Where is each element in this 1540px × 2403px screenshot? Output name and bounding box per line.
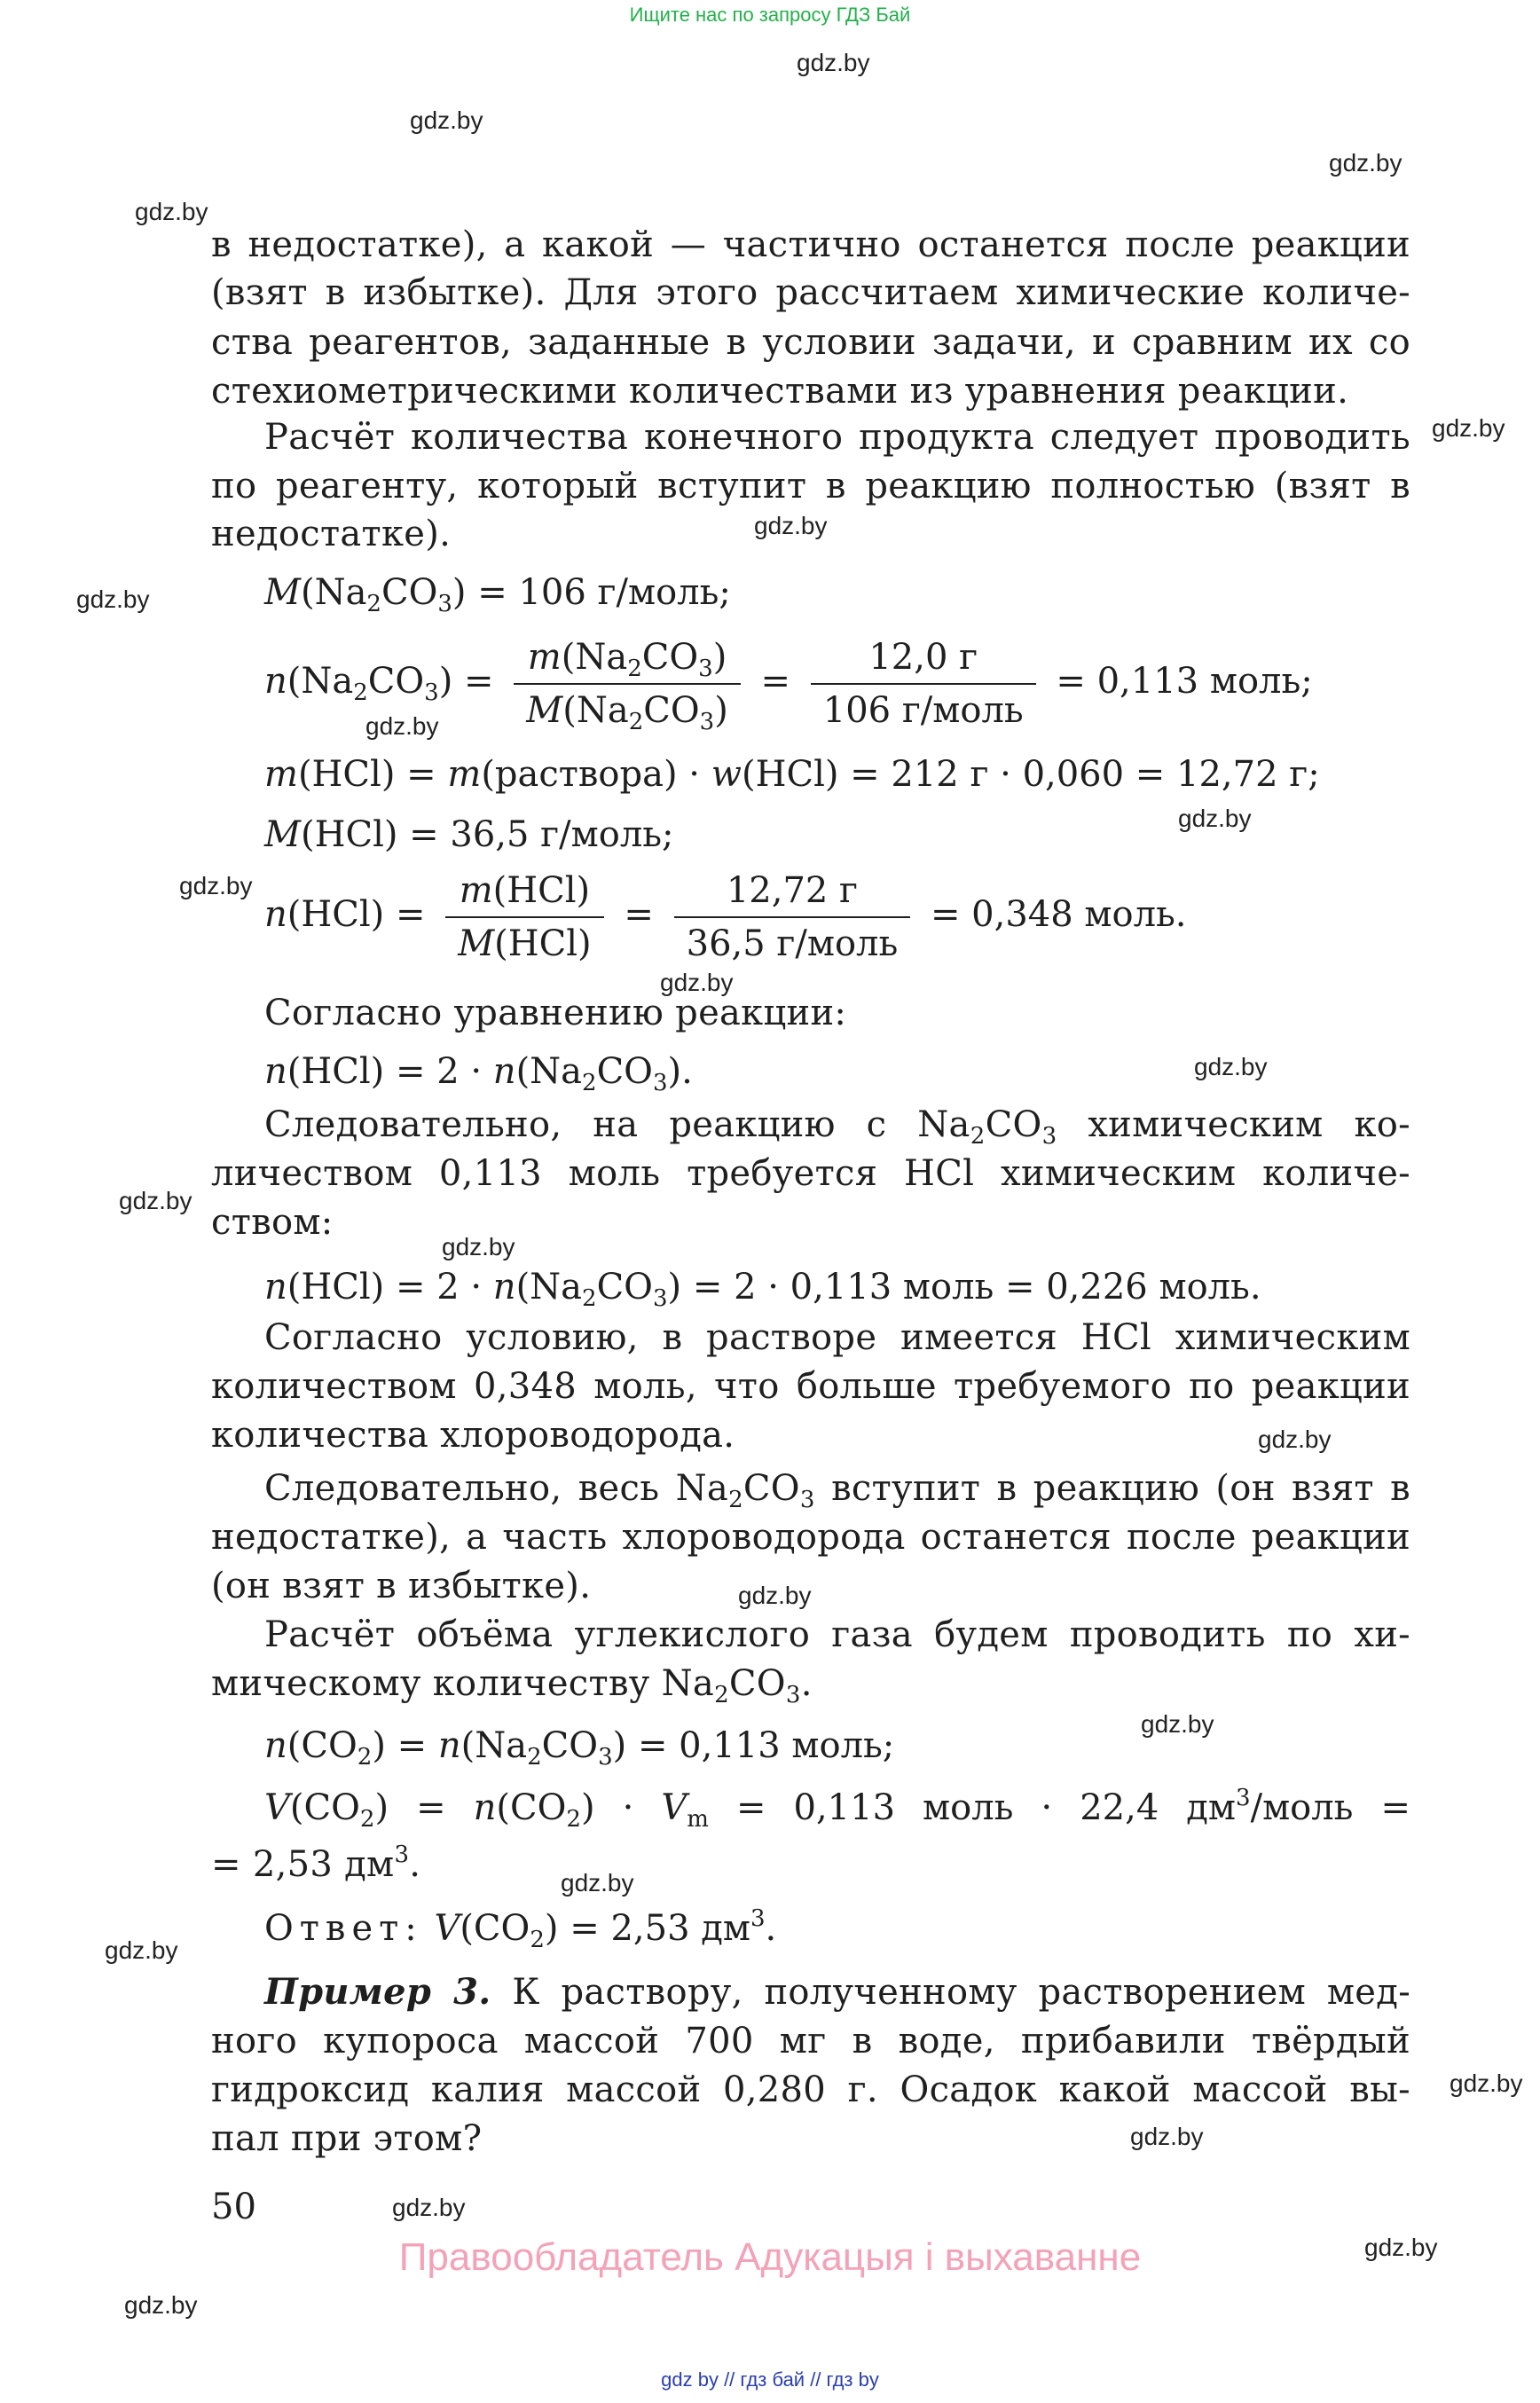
watermark: gdz.by	[1194, 1053, 1268, 1080]
equation-n-na2co3: $n(Na_2CO_3)$ = $\frac{m(Na_2CO_3)}{M(Na_2CO_3)}$ = $\frac{12,0 г}{\text{106 г/моль}}$ = 0,113 моль;	[264, 632, 1313, 736]
watermark: gdz.by	[410, 106, 483, 134]
bottom-links[interactable]: gdz by // гдз бай // гдз by	[661, 2368, 879, 2391]
text-line: Следовательно, на реакцию с $Na_2CO_3$ химическим ко-	[264, 1104, 1410, 1150]
equation-v-co2: $V(CO_2) = n(CO_2) \cdot V_m = 0,113$ моль · 22,4 $дм^3$/моль =	[264, 1785, 1411, 1833]
watermark: gdz.by	[442, 1233, 515, 1260]
text-line: ства реагентов, заданные в условии задачи, и сравним их со	[211, 322, 1410, 363]
text-line: по реагенту, который вступит в реакцию полностью (взят в	[211, 466, 1410, 507]
watermark: gdz.by	[124, 2291, 198, 2319]
watermark: gdz.by	[1141, 1710, 1214, 1738]
copyright-notice: Правообладатель Адукацыя і выхаванне	[398, 2235, 1142, 2279]
equation-m-hcl: m(HCl) = m(раствора) · w(HCl) = 212 г · 0,060 = 12,72 г;	[264, 754, 1320, 795]
top-banner: Ищите нас по запросу ГДЗ Бай	[629, 4, 911, 26]
equation-n-hcl: n(HCl) = $\frac{\text{m(HCl)}}{\text{M(HCl)}}$ = $\frac{12,72 г}{\text{36,5 г/моль}}$ = 0,348 моль.	[264, 865, 1187, 970]
page-number: 50	[211, 2187, 256, 2227]
watermark: gdz.by	[1432, 414, 1505, 442]
text-line: количества хлороводорода.	[211, 1415, 735, 1456]
watermark: gdz.by	[135, 198, 208, 225]
text-line: ством:	[211, 1202, 334, 1243]
watermark: gdz.by	[797, 49, 870, 76]
watermark: gdz.by	[365, 712, 439, 740]
text-line: (взят в избытке). Для этого рассчитаем химические количе-	[211, 272, 1410, 313]
equation-molar-mass-hcl: M(HCl) = 36,5 г/моль;	[264, 814, 674, 855]
fraction: $\frac{12,72 г}{\text{36,5 г/моль}}$	[674, 865, 911, 970]
text-line: личеством 0,113 моль требуется HCl химическим количе-	[211, 1153, 1410, 1194]
answer: Ответ: $V(CO_2) = 2,53$ $дм^3$.	[264, 1905, 777, 1953]
text-line: Пример 3. К раствору, полученному растворением мед-	[264, 1971, 1411, 2013]
equation-stoich-ratio: $n(HCl) = 2 \cdot n(Na_2CO_3)$.	[264, 1051, 693, 1096]
watermark: gdz.by	[1450, 2069, 1523, 2097]
watermark: gdz.by	[179, 872, 253, 899]
watermark: gdz.by	[754, 512, 828, 539]
watermark: gdz.by	[561, 1869, 634, 1896]
text-line: в недостатке), а какой — частично останется после реакции	[211, 224, 1410, 265]
text-line: количеством 0,348 моль, что больше требуемого по реакции	[211, 1366, 1410, 1407]
equation-required-hcl: $n(HCl) = 2 \cdot n(Na_2CO_3) = 2 \cdot 0,113$ моль = 0,226 моль.	[264, 1267, 1261, 1312]
text-line: недостатке), а часть хлороводорода останется после реакции	[211, 1517, 1410, 1558]
watermark: gdz.by	[660, 969, 734, 996]
watermark: gdz.by	[119, 1187, 192, 1214]
equation-v-co2-result: = 2,53 $дм^3$.	[211, 1842, 421, 1885]
watermark: gdz.by	[105, 1936, 178, 1964]
text-line: ного купороса массой 700 мг в воде, прибавили твёрдый	[211, 2021, 1410, 2061]
text-line: Согласно условию, в растворе имеется HCl химическим	[264, 1317, 1410, 1358]
equation-n-co2: $n(CO_2) = n(Na_2CO_3) = 0,113$ моль;	[264, 1725, 895, 1771]
example-heading: Пример 3.	[264, 1971, 491, 2013]
watermark: gdz.by	[1364, 2234, 1438, 2261]
text-line: Следовательно, весь $Na_2CO_3$ вступит в реакцию (он взят в	[264, 1468, 1410, 1513]
text-line: Согласно уравнению реакции:	[264, 993, 847, 1033]
text-line: Расчёт количества конечного продукта следует проводить	[264, 417, 1410, 458]
watermark: gdz.by	[392, 2194, 466, 2221]
fraction: $\frac{m(Na_2CO_3)}{M(Na_2CO_3)}$	[514, 632, 741, 736]
watermark: gdz.by	[1329, 149, 1402, 177]
fraction: $\frac{12,0 г}{\text{106 г/моль}}$	[811, 632, 1036, 736]
text-line: мическому количеству $Na_2CO_3$.	[211, 1663, 813, 1708]
watermark: gdz.by	[1258, 1425, 1332, 1453]
text-line: стехиометрическими количествами из уравнения реакции.	[211, 371, 1349, 412]
watermark: gdz.by	[738, 1582, 812, 1609]
fraction: $\frac{\text{m(HCl)}}{\text{M(HCl)}}$	[445, 865, 603, 970]
text-line: (он взят в избытке).	[211, 1566, 592, 1606]
text-line: Расчёт объёма углекислого газа будем проводить по хи-	[264, 1614, 1410, 1655]
text-line: недостатке).	[211, 514, 452, 554]
watermark: gdz.by	[76, 585, 150, 613]
watermark: gdz.by	[1178, 805, 1252, 832]
text-line: гидроксид калия массой 0,280 г. Осадок какой массой вы-	[211, 2069, 1410, 2110]
equation-molar-mass-na2co3: $M(Na_2CO_3) = 106$ г/моль;	[264, 572, 731, 617]
watermark: gdz.by	[1130, 2123, 1204, 2150]
text-line: пал при этом?	[211, 2118, 483, 2159]
